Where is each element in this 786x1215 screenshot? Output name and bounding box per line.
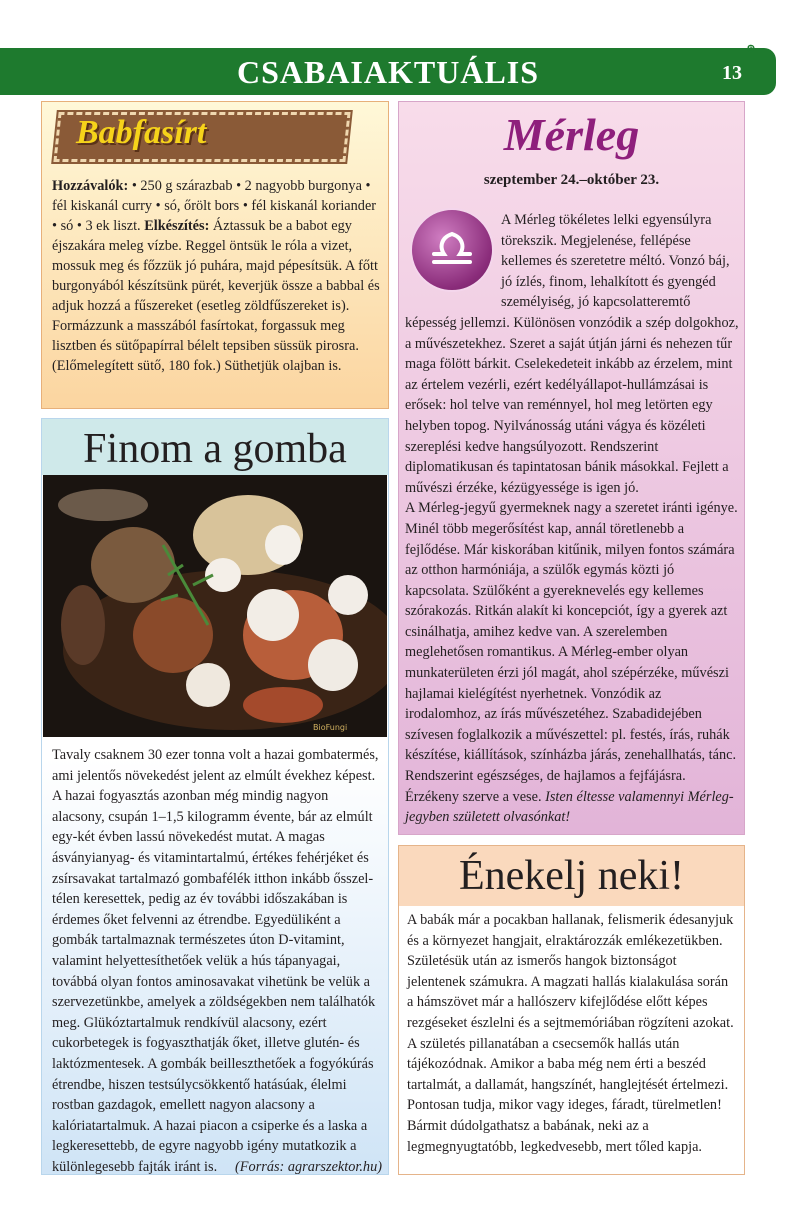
mushroom-source: (Forrás: agrarszektor.hu) [235, 1158, 382, 1175]
horoscope-text [405, 210, 739, 828]
sing-header [399, 846, 744, 906]
horoscope-dates: szeptember 24.–október 23. [483, 172, 660, 188]
mushroom-text [52, 745, 382, 1177]
mushroom-header [42, 419, 388, 475]
mushroom-title: Finom a gomba [83, 426, 347, 472]
page-header [0, 48, 776, 95]
recipe-title: Babfasírt [76, 114, 207, 151]
sing-title: Énekelj neki! [458, 853, 685, 899]
sing-text: A babák már a pocakban hallanak, felismerik édesanyjuk és a környezet hangjait, elraktározzák emlékezetükben. Születésük után az ismerős hangok biztonságot jelentenek számukra. A magzati hallás kialakulása során a hámszövet már a hallószerv kifejlődése előtt képes rezgéseket észlelni és a sejtmemóriában rögzíteni azokat. A születés pillanatában a csecsemők hallás után tájékozódnak. Amikor a baba még nem érti a beszéd tartalmát, a dallamát, hangszínét, hanglejtését értelmezi. Pontosan tudja, mikor vagy ideges, fáradt, türelmetlen! Bármit dúdolgathatsz a babának, neki az a legmegnyugtatóbb, legkedvesebb, mert tőled kapja. [407, 912, 734, 1155]
svg-text:BioFungi: BioFungi [313, 723, 348, 732]
method-label: Elkészítés: [144, 218, 210, 234]
horoscope-box [398, 101, 745, 835]
recipe-box [41, 101, 389, 409]
horoscope-body: A Mérleg tökéletes lelki egyensúlyra törekszik. Megjelenése, fellépése kellemes és szeretetre méltó. Vonzó báj, jó ízlés, finom, lehalkított és gyengéd személyiség, jó kapcsolatteremtő képesség jellemzi. Különösen vonzódik a szép dolgokhoz, a művészetekhez. Szeret a saját útján járni és nehezen tűr maga fölött bárkit. Cselekedeteit inkább az érzelem, mint az értelem vezérli, ezért kedélyállapot-hullámzásai is erősek: hol telve van reménnyel, hol meg letörten egy helyben topog. Nyilvánosság utáni vágya és közéleti szereplési kedve hangsúlyozott. Rendszerint diplomatikusan és tapintatosan bánik másokkal. Fejlett a művészi érzéke, kézügyessége is igen jó. [405, 212, 739, 496]
ingredients: • 250 g szárazbab • 2 nagyobb burgonya • fél kiskanál curry • só, őrölt bors • fél kiskanál koriander • só • 3 ek liszt. [52, 178, 377, 234]
horoscope-title: Mérleg [503, 109, 640, 160]
mushroom-photo [43, 475, 387, 737]
horoscope-closing: Isten éltesse valamennyi Mérleg-jegyben született olvasónkat! [405, 788, 734, 826]
horoscope-body2: A Mérleg-jegyű gyermeknek nagy a szeretet iránti igénye. Minél több megerősítést kap, annál töretlenebb a fejlődése. Már kiskorában kitűnik, milyen fontos számára az otthon harmóniája, a szülők egymás közti jó kapcsolata. Szülőként a gyereknevelés egy kellemes szórakozás. Ritkán alakít ki koncepciót, így a gyerek azt csinálhatja, amihez kedve van. A szerelemben meglehetősen romantikus. A Mérleg-ember olyan munkaterületen érzi jól magát, ahol szépérzéke, művészi hajlamai kielégítést nyerhetnek. Vonzódik az irodalomhoz, az írás művészetéhez. Szabadidejében szívesen foglalkozik a művészettel: pl. festés, írás, ruhák készítése, kiállítások, színházba járás, zenehallhatás, tánc. Rendszerint egészséges, de hajlamos a fejfájásra. Érzékeny szerve a vese. [405, 500, 738, 805]
swirl-icon: ๑ [745, 39, 756, 56]
symbol-spacer [405, 210, 501, 302]
ingredients-label: Hozzávalók: [52, 178, 129, 194]
page-number: 13 [722, 62, 742, 84]
mushroom-body: Tavaly csaknem 30 ezer tonna volt a hazai gombatermés, ami jelentős növekedést jelent az elmúlt évekhez képest. A hazai fogyasztás azonban még mindig nagyon alacsony, csupán 1–1,5 kilogramm évente, bár az elmúlt egy-két évben lassú növekedést mutat. A magas ásványianyag- és vitamintartalmú, értékes fehérjéket és zsírsavakat tartalmazó gombafélék itthon inkább ősszel-télen keresettek, pedig az év további időszakában is érdemes őket felvenni az étrendbe. Egyedüliként a gombák tartalmaznak természetes úton D-vitamint, valamint helyettesíthetőek velük a hús tápanyagai, továbbá olyan fontos aminosavakat vihetünk be velük a szervezetünkbe, amelyek a zöldségekben nem találhatók meg. Glükóztartalmuk rendkívül alacsony, ezért cukorbetegek is fogyaszthatják őket, illetve glutén- és laktózmentesek. A gombák beilleszthetőek a fogyókúrás étrendbe, hiszen testsúlycsökkentő hatásúak, élelmi rostban gazdagok, emellett nagyon alacsony a kalóriatartalmuk. A hazai piacon a csiperke és a laska a legkeresettebb, de egyre nagyobb igény mutatkozik a különlegesebb fajták iránt is. [52, 747, 379, 1175]
sing-article [398, 845, 745, 1175]
recipe-text [52, 176, 382, 376]
mushroom-article [41, 418, 389, 1175]
magazine-title: CSABAIAKTUÁLIS [236, 54, 540, 90]
method: Áztassuk be a babot egy éjszakára meleg vízbe. Reggel öntsük le róla a vizet, mossuk meg és főzzük jó puhára, majd pépesítsük. A főtt burgonyából készítsünk pürét, keverjük össze a babbal és adjuk hozzá a fűszereket (esetleg zöldfűszereket is). Formázzunk a masszából fasírtokat, forgassuk meg lisztben és sütőpapírral bélelt tepsiben süssük pirosra. (Előmelegített sütő, 180 fok.) Süthetjük olajban is. [52, 218, 380, 374]
